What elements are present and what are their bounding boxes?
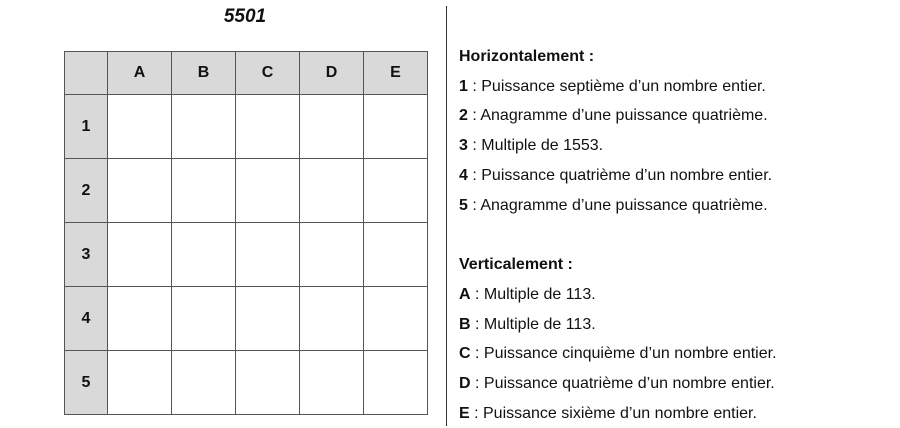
clue-text: : Anagramme d’une puissance quatrième. — [467, 196, 768, 214]
row-header-3: 3 — [65, 223, 108, 287]
row-header-2: 2 — [65, 159, 108, 223]
puzzle-title: 5501 — [223, 6, 267, 27]
vertical-clue-c — [459, 339, 777, 369]
grid-cell[interactable] — [364, 351, 428, 415]
clue-text: : Multiple de 113. — [470, 285, 596, 303]
grid-cell[interactable] — [172, 351, 236, 415]
clue-number: 3 — [459, 137, 468, 155]
grid-cell[interactable] — [236, 95, 300, 159]
grid-cell[interactable] — [108, 287, 172, 351]
vertical-clue-d — [459, 369, 777, 399]
grid-cell[interactable] — [364, 223, 428, 287]
clue-number: D — [459, 375, 471, 393]
clue-number: 1 — [459, 77, 468, 95]
row-header-5: 5 — [65, 351, 108, 415]
grid-cell[interactable] — [236, 223, 300, 287]
grid-cell[interactable] — [172, 95, 236, 159]
clue-text: : Multiple de 1553. — [467, 137, 604, 155]
grid-cell[interactable] — [300, 223, 364, 287]
grid-cell[interactable] — [364, 95, 428, 159]
column-header-d: D — [300, 52, 364, 95]
clue-number: 2 — [459, 107, 468, 125]
horizontal-clue-5 — [459, 191, 777, 221]
clues-panel — [459, 42, 777, 428]
clue-number: E — [459, 404, 470, 422]
grid-corner — [65, 52, 108, 95]
grid-cell[interactable] — [364, 159, 428, 223]
grid-cell[interactable] — [236, 287, 300, 351]
grid-cell[interactable] — [172, 223, 236, 287]
clue-text: : Multiple de 113. — [470, 315, 596, 333]
clue-number: B — [459, 315, 471, 333]
clue-text: : Puissance sixième d’un nombre entier. — [469, 404, 757, 422]
clue-text: : Anagramme d’une puissance quatrième. — [467, 107, 768, 125]
clue-text: : Puissance quatrième d’un nombre entier. — [467, 166, 773, 184]
horizontal-clue-3 — [459, 131, 777, 161]
clue-number: 5 — [459, 196, 468, 214]
grid-cell[interactable] — [300, 159, 364, 223]
grid-cell[interactable] — [108, 95, 172, 159]
horizontal-heading: Horizontalement : — [459, 48, 595, 65]
grid-cell[interactable] — [300, 287, 364, 351]
grid-cell[interactable] — [108, 159, 172, 223]
grid-cell[interactable] — [172, 159, 236, 223]
grid-cell[interactable] — [108, 351, 172, 415]
row-header-4: 4 — [65, 287, 108, 351]
grid-cell[interactable] — [300, 95, 364, 159]
grid-cell[interactable] — [364, 287, 428, 351]
horizontal-clue-4 — [459, 161, 777, 191]
clue-text: : Puissance quatrième d’un nombre entier. — [470, 375, 775, 393]
grid-cell[interactable] — [236, 351, 300, 415]
vertical-clue-e — [459, 399, 777, 428]
horizontal-clue-1 — [459, 72, 777, 102]
column-header-b: B — [172, 52, 236, 95]
clue-text: : Puissance septième d’un nombre entier. — [467, 77, 766, 95]
horizontal-clue-2 — [459, 101, 777, 131]
column-header-a: A — [108, 52, 172, 95]
vertical-clue-a — [459, 280, 777, 310]
clue-section-gap — [459, 220, 777, 250]
crossnumber-grid — [64, 51, 428, 415]
grid-cell[interactable] — [172, 287, 236, 351]
grid-cell[interactable] — [300, 351, 364, 415]
clue-number: A — [459, 285, 471, 303]
vertical-divider — [446, 6, 447, 426]
grid-cell[interactable] — [236, 159, 300, 223]
vertical-heading: Verticalement : — [459, 256, 573, 274]
grid-cell[interactable] — [108, 223, 172, 287]
clue-number: C — [459, 345, 471, 363]
clue-number: 4 — [459, 166, 468, 184]
vertical-clue-b — [459, 310, 777, 340]
column-header-c: C — [236, 52, 300, 95]
clue-text: : Puissance cinquième d’un nombre entier. — [470, 345, 777, 363]
row-header-1: 1 — [65, 95, 108, 159]
column-header-e: E — [364, 52, 428, 95]
